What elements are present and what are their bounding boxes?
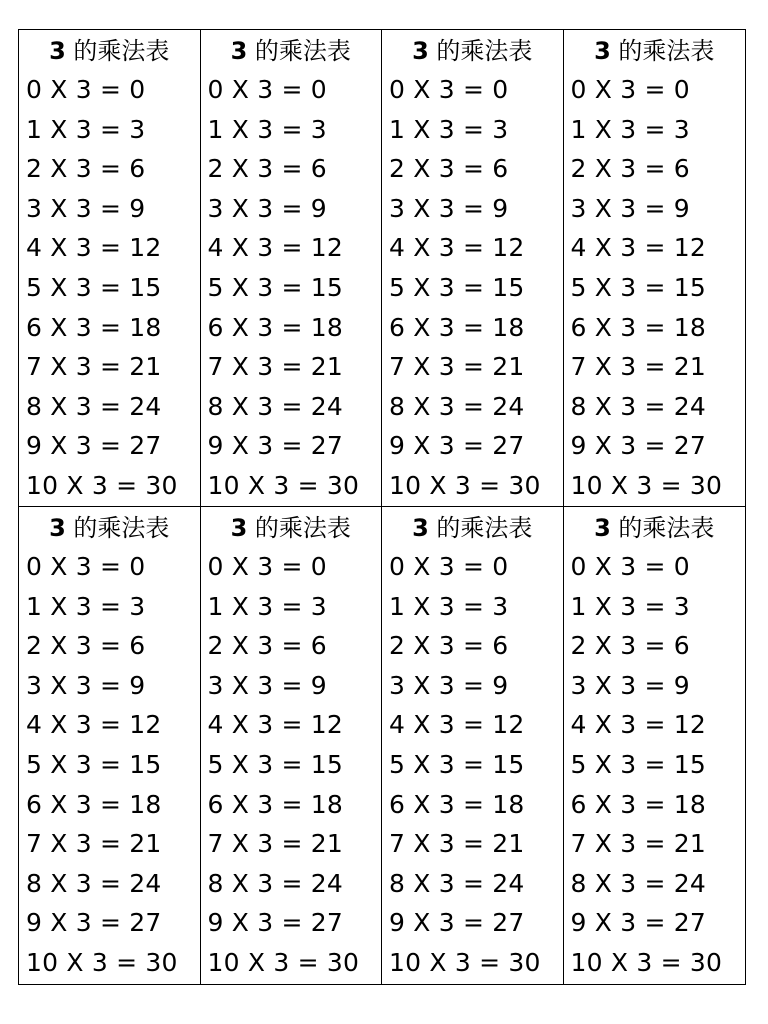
table-row: 1 X 3 = 3 bbox=[26, 114, 146, 144]
card-title bbox=[208, 509, 382, 547]
card-title bbox=[26, 509, 200, 547]
card-title-number: 3 bbox=[230, 37, 248, 65]
card-title bbox=[208, 32, 382, 70]
table-row: 8 X 3 = 24 bbox=[26, 391, 162, 421]
card-title-text: 的乘法表 bbox=[254, 514, 351, 542]
table-row: 3 X 3 = 9 bbox=[389, 193, 509, 223]
table-row: 4 X 3 = 12 bbox=[26, 710, 162, 740]
table-row: 3 X 3 = 9 bbox=[207, 193, 327, 223]
table-row: 6 X 3 = 18 bbox=[26, 789, 162, 819]
table-row: 6 X 3 = 18 bbox=[207, 312, 343, 342]
table-row: 1 X 3 = 3 bbox=[207, 114, 327, 144]
table-row: 2 X 3 = 6 bbox=[389, 154, 509, 184]
table-row: 4 X 3 = 12 bbox=[207, 233, 343, 263]
table-row: 10 X 3 = 30 bbox=[207, 470, 360, 500]
table-row: 8 X 3 = 24 bbox=[26, 868, 162, 898]
card-title-number: 3 bbox=[594, 37, 611, 65]
table-row: 5 X 3 = 15 bbox=[26, 749, 162, 779]
table-row: 7 X 3 = 21 bbox=[570, 352, 706, 382]
table-row: 10 X 3 = 30 bbox=[389, 947, 541, 977]
table-row: 8 X 3 = 24 bbox=[207, 868, 343, 898]
table-row: 7 X 3 = 21 bbox=[389, 829, 525, 859]
table-row: 9 X 3 = 27 bbox=[207, 908, 343, 938]
table-row: 7 X 3 = 21 bbox=[207, 829, 343, 859]
card-title-text: 的乘法表 bbox=[618, 37, 715, 65]
card-title bbox=[571, 32, 746, 70]
table-row: 3 X 3 = 9 bbox=[26, 670, 146, 700]
table-row: 5 X 3 = 15 bbox=[389, 272, 525, 302]
table-row: 2 X 3 = 6 bbox=[389, 631, 509, 661]
table-row: 6 X 3 = 18 bbox=[26, 312, 162, 342]
table-row: 3 X 3 = 9 bbox=[570, 670, 690, 700]
table-row: 6 X 3 = 18 bbox=[389, 312, 525, 342]
table-card bbox=[201, 30, 383, 507]
card-title-number: 3 bbox=[230, 514, 248, 542]
table-row: 7 X 3 = 21 bbox=[570, 829, 706, 859]
table-row: 8 X 3 = 24 bbox=[389, 868, 525, 898]
table-row: 4 X 3 = 12 bbox=[389, 710, 525, 740]
card-title-text: 的乘法表 bbox=[436, 514, 533, 542]
table-row: 2 X 3 = 6 bbox=[570, 631, 690, 661]
table-row: 4 X 3 = 12 bbox=[26, 233, 162, 263]
table-row: 0 X 3 = 0 bbox=[207, 75, 327, 104]
card-title-text: 的乘法表 bbox=[73, 514, 170, 542]
table-row: 9 X 3 = 27 bbox=[207, 431, 343, 461]
table-card bbox=[564, 30, 746, 507]
table-row: 6 X 3 = 18 bbox=[207, 789, 343, 819]
table-row: 5 X 3 = 15 bbox=[26, 272, 162, 302]
table-card bbox=[19, 30, 201, 507]
card-title bbox=[389, 32, 563, 70]
table-row: 0 X 3 = 0 bbox=[389, 75, 509, 104]
card-title-text: 的乘法表 bbox=[436, 37, 533, 65]
table-row: 9 X 3 = 27 bbox=[570, 431, 706, 461]
table-row: 1 X 3 = 3 bbox=[570, 114, 690, 144]
table-row: 10 X 3 = 30 bbox=[389, 470, 541, 500]
card-title-number: 3 bbox=[594, 514, 611, 542]
table-row: 10 X 3 = 30 bbox=[570, 470, 723, 500]
table-row: 0 X 3 = 0 bbox=[570, 75, 690, 104]
table-row: 2 X 3 = 6 bbox=[207, 631, 327, 661]
card-title-number: 3 bbox=[412, 514, 429, 542]
table-row: 7 X 3 = 21 bbox=[26, 829, 162, 859]
table-row: 10 X 3 = 30 bbox=[26, 470, 178, 500]
table-row: 2 X 3 = 6 bbox=[207, 154, 327, 184]
table-row: 6 X 3 = 18 bbox=[570, 789, 706, 819]
table-row: 2 X 3 = 6 bbox=[26, 154, 146, 184]
card-title-text: 的乘法表 bbox=[618, 514, 715, 542]
table-row: 5 X 3 = 15 bbox=[207, 749, 343, 779]
table-row: 0 X 3 = 0 bbox=[26, 552, 146, 581]
table-row: 6 X 3 = 18 bbox=[570, 312, 706, 342]
table-row: 3 X 3 = 9 bbox=[207, 670, 327, 700]
table-row: 6 X 3 = 18 bbox=[389, 789, 525, 819]
table-card bbox=[201, 507, 383, 984]
table-card bbox=[382, 30, 564, 507]
table-row: 4 X 3 = 12 bbox=[207, 710, 343, 740]
table-row: 4 X 3 = 12 bbox=[570, 710, 706, 740]
table-row: 5 X 3 = 15 bbox=[207, 272, 343, 302]
card-title-number: 3 bbox=[412, 37, 429, 65]
table-row: 1 X 3 = 3 bbox=[570, 591, 690, 621]
table-row: 0 X 3 = 0 bbox=[570, 552, 690, 581]
table-row: 7 X 3 = 21 bbox=[389, 352, 525, 382]
table-row: 1 X 3 = 3 bbox=[26, 591, 146, 621]
card-title bbox=[571, 509, 746, 547]
table-row: 3 X 3 = 9 bbox=[26, 193, 146, 223]
table-card bbox=[564, 507, 746, 984]
table-row: 10 X 3 = 30 bbox=[26, 947, 178, 977]
table-row: 8 X 3 = 24 bbox=[389, 391, 525, 421]
table-row: 4 X 3 = 12 bbox=[570, 233, 706, 263]
table-row: 5 X 3 = 15 bbox=[570, 749, 706, 779]
table-row: 1 X 3 = 3 bbox=[389, 591, 509, 621]
table-row: 1 X 3 = 3 bbox=[207, 591, 327, 621]
card-title-text: 的乘法表 bbox=[73, 37, 170, 65]
table-row: 10 X 3 = 30 bbox=[570, 947, 723, 977]
table-row: 7 X 3 = 21 bbox=[207, 352, 343, 382]
table-row: 8 X 3 = 24 bbox=[570, 391, 706, 421]
card-title bbox=[26, 32, 200, 70]
table-row: 8 X 3 = 24 bbox=[570, 868, 706, 898]
table-row: 9 X 3 = 27 bbox=[389, 908, 525, 938]
table-row: 9 X 3 = 27 bbox=[389, 431, 525, 461]
table-row: 0 X 3 = 0 bbox=[26, 75, 146, 104]
table-row: 2 X 3 = 6 bbox=[26, 631, 146, 661]
table-row: 7 X 3 = 21 bbox=[26, 352, 162, 382]
table-row: 3 X 3 = 9 bbox=[389, 670, 509, 700]
table-row: 2 X 3 = 6 bbox=[570, 154, 690, 184]
table-row: 3 X 3 = 9 bbox=[570, 193, 690, 223]
table-row: 0 X 3 = 0 bbox=[207, 552, 327, 581]
table-row: 9 X 3 = 27 bbox=[26, 431, 162, 461]
table-row: 10 X 3 = 30 bbox=[207, 947, 360, 977]
table-row: 4 X 3 = 12 bbox=[389, 233, 525, 263]
card-title-number: 3 bbox=[49, 514, 66, 542]
table-row: 5 X 3 = 15 bbox=[570, 272, 706, 302]
card-title bbox=[389, 509, 563, 547]
table-row: 9 X 3 = 27 bbox=[26, 908, 162, 938]
table-card bbox=[382, 507, 564, 984]
table-row: 8 X 3 = 24 bbox=[207, 391, 343, 421]
table-row: 0 X 3 = 0 bbox=[389, 552, 509, 581]
table-card bbox=[19, 507, 201, 984]
card-title-text: 的乘法表 bbox=[254, 37, 351, 65]
card-title-number: 3 bbox=[49, 37, 66, 65]
table-row: 9 X 3 = 27 bbox=[570, 908, 706, 938]
table-row: 5 X 3 = 15 bbox=[389, 749, 525, 779]
table-row: 1 X 3 = 3 bbox=[389, 114, 509, 144]
multiplication-table-sheet bbox=[18, 29, 746, 985]
